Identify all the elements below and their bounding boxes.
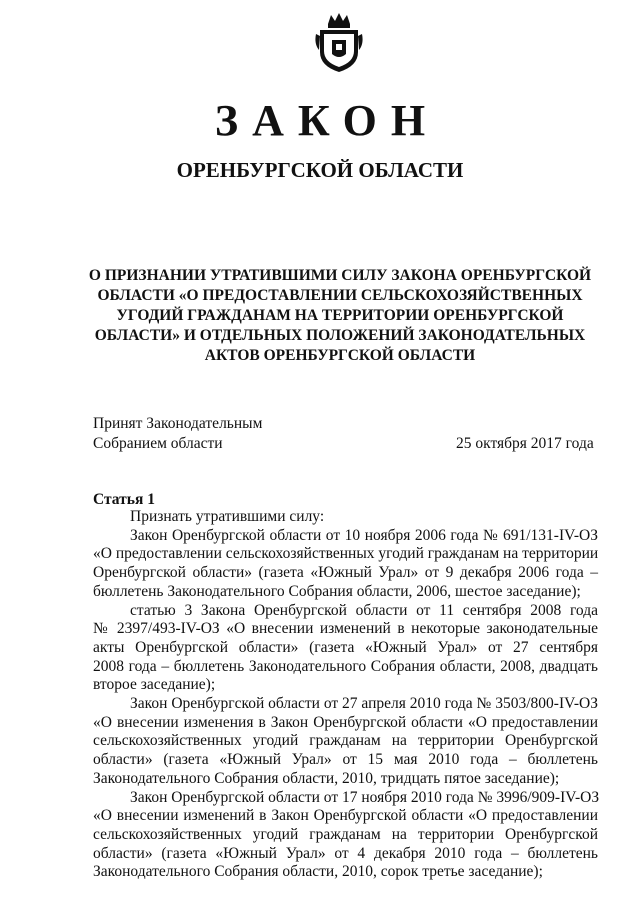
body-line: второе заседание); [93,676,216,694]
body-line: Закон Оренбургской области от 17 ноября 2010 года № 3996/909-IV-ОЗ [130,788,600,806]
body-line: сельскохозяйственных угодий гражданам на территории Оренбургской [93,732,598,750]
adoption-line: Принят Законодательным [93,415,263,432]
body-line: области» (газета «Южный Урал» от 4 декабря 2010 года – бюллетень [93,844,598,862]
article-body [93,508,598,882]
law-name-line: УГОДИЙ ГРАЖДАНАМ НА ТЕРРИТОРИИ ОРЕНБУРГСКОЙ [116,307,564,324]
body-line: 2008 года – бюллетень Законодательного Собрания области, 2008, двадцать [93,657,598,675]
body-line: Законодательного Собрания области, 2010, сорок третье заседание); [93,863,543,881]
body-line: «О внесении изменения в Закон Оренбургской области «О предоставлении [93,713,598,731]
body-line: Закон Оренбургской области от 27 апреля 2010 года № 3503/800-IV-ОЗ [130,695,598,713]
body-line: Признать утратившими силу: [130,508,325,525]
adoption-date: 25 октября 2017 года [456,435,594,452]
law-name-line: ОБЛАСТИ» И ОТДЕЛЬНЫХ ПОЛОЖЕНИЙ ЗАКОНОДАТЕЛЬНЫХ [94,327,586,344]
body-line: Оренбургской области» (газета «Южный Урал» от 9 декабря 2006 года – [93,564,598,582]
body-line: № 2397/493-IV-ОЗ «О внесении изменений в некоторые законодательные [93,620,598,638]
adoption-note [93,414,262,454]
law-name-line: О ПРИЗНАНИИ УТРАТИВШИМИ СИЛУ ЗАКОНА ОРЕНБУРГСКОЙ [88,267,592,284]
law-title: ЗАКОН [214,96,440,145]
body-line: «О внесении изменений в Закон Оренбургской области «О предоставлении [93,807,598,825]
law-name-line: ОБЛАСТИ «О ПРЕДОСТАВЛЕНИИ СЕЛЬСКОХОЗЯЙСТВЕННЫХ [97,287,583,304]
body-line: сельскохозяйственных угодий гражданам на территории Оренбургской [93,825,598,843]
law-name-heading [80,266,600,366]
body-line: «О предоставлении сельскохозяйственных угодий гражданам на территории [93,545,599,563]
body-line: акты Оренбургской области» (газета «Южный Урал» от 27 сентября [93,638,598,656]
law-name-line: АКТОВ ОРЕНБУРГСКОЙ ОБЛАСТИ [204,347,476,364]
body-line: Закон Оренбургской области от 10 ноября 2006 года № 691/131-IV-ОЗ [130,526,598,544]
article-heading: Статья 1 [93,491,155,508]
adoption-line: Собранием области [93,435,223,452]
body-line: статью 3 Закона Оренбургской области от 11 сентября 2008 года [130,601,598,619]
coat-of-arms-icon [314,10,364,74]
body-line: Законодательного Собрания области, 2010, тридцать пятое заседание); [93,769,560,787]
body-line: бюллетень Законодательного Собрания области, 2006, шестое заседание); [93,582,581,600]
body-line: области» (газета «Южный Урал» от 15 мая 2010 года – бюллетень [93,751,598,769]
region-subtitle: ОРЕНБУРГСКОЙ ОБЛАСТИ [176,158,464,182]
